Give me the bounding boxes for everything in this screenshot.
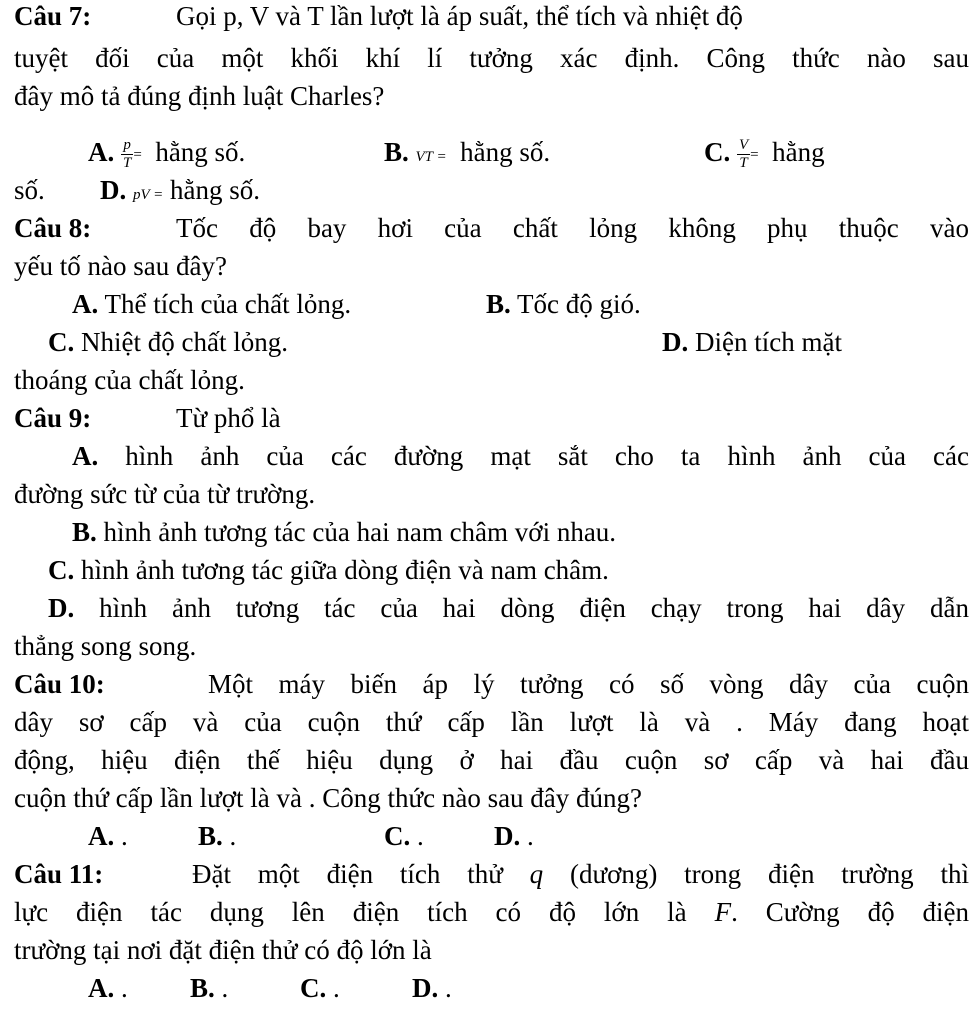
q8-option-a bbox=[72, 288, 351, 320]
q9-d-label: D. bbox=[48, 593, 75, 623]
q11-line2-post: . Cường độ điện bbox=[731, 897, 970, 927]
q8-line2: yếu tố nào sau đây? bbox=[14, 251, 227, 281]
q11-c-label: C. bbox=[300, 973, 327, 1003]
q8-a-text: Thể tích của chất lỏng. bbox=[104, 289, 352, 319]
q10-c-text: . bbox=[417, 821, 424, 851]
q10-heading bbox=[14, 668, 105, 700]
q7-a-num: p bbox=[121, 137, 133, 155]
q8-option-c bbox=[48, 326, 288, 358]
q10-b-text: . bbox=[229, 821, 237, 851]
q8-option-b bbox=[486, 288, 641, 320]
q7-line1: Gọi p, V và T lần lượt là áp suất, thể tích và nhiệt độ bbox=[176, 1, 743, 31]
q10-a-text: . bbox=[121, 821, 128, 851]
q9-line1: Từ phổ là bbox=[176, 403, 281, 433]
q11-a-text: . bbox=[121, 973, 128, 1003]
q7-c-fraction bbox=[737, 137, 750, 172]
q11-line2-var: F bbox=[714, 897, 732, 927]
q11-line1-post: (dương) trong điện trường thì bbox=[569, 859, 969, 889]
q11-line1-var: q bbox=[529, 859, 544, 889]
q9-option-c bbox=[48, 554, 609, 586]
q7-a-den: T bbox=[123, 155, 132, 172]
q9-a-text: hình ảnh của các đường mạt sắt cho ta hình ảnh của các bbox=[125, 441, 970, 471]
q8-d-label: D. bbox=[662, 327, 689, 357]
q9-label: Câu 9: bbox=[14, 403, 92, 433]
q7-option-d bbox=[100, 174, 260, 211]
q9-heading bbox=[14, 402, 91, 434]
q7-c-label: C. bbox=[704, 137, 731, 167]
q7-c-tail2: số. bbox=[14, 175, 45, 205]
q10-d-text: . bbox=[527, 821, 534, 851]
q8-heading bbox=[14, 212, 91, 244]
q9-option-b bbox=[72, 516, 616, 548]
q10-b-label: B. bbox=[198, 821, 223, 851]
q11-label: Câu 11: bbox=[14, 859, 104, 889]
q8-option-d bbox=[662, 326, 842, 358]
q7-c-den: T bbox=[739, 155, 748, 172]
q11-line3: trường tại nơi đặt điện thử có độ lớn là bbox=[14, 935, 432, 965]
q11-option-b bbox=[190, 972, 228, 1004]
q8-line1: Tốc độ bay hơi của chất lỏng không phụ thuộc vào bbox=[176, 213, 969, 243]
q7-line2: tuyệt đối của một khối khí lí tưởng xác định. Công thức nào sau bbox=[14, 43, 969, 73]
q9-b-text: hình ảnh tương tác của hai nam châm với nhau. bbox=[103, 517, 617, 547]
q10-line1: Một máy biến áp lý tưởng có số vòng dây của cuộn bbox=[208, 669, 969, 699]
q7-c-num: V bbox=[739, 137, 749, 154]
q10-d-label: D. bbox=[494, 821, 521, 851]
q9-option-a bbox=[72, 440, 969, 472]
q7-c-eq: = bbox=[750, 146, 759, 163]
q8-b-text: Tốc độ gió. bbox=[517, 289, 641, 319]
q11-c-text: . bbox=[333, 973, 340, 1003]
q9-option-d bbox=[48, 592, 969, 624]
q11-option-c bbox=[300, 972, 340, 1004]
q9-d-text2: thẳng song song. bbox=[14, 631, 197, 661]
q7-d-tail: hằng số. bbox=[170, 175, 261, 205]
q8-d-text: Diện tích mặt bbox=[695, 327, 842, 357]
q10-line3: động, hiệu điện thế hiệu dụng ở hai đầu cuộn sơ cấp và hai đầu bbox=[14, 745, 969, 775]
q7-option-c bbox=[704, 136, 825, 172]
q11-line2-pre: lực điện tác dụng lên điện tích có độ lớn là bbox=[14, 897, 687, 927]
q10-option-c bbox=[384, 820, 424, 852]
q9-c-text: hình ảnh tương tác giữa dòng điện và nam châm. bbox=[81, 555, 609, 585]
q11-line2 bbox=[14, 896, 969, 928]
q10-label: Câu 10: bbox=[14, 669, 105, 699]
q7-c-tail: hằng bbox=[772, 137, 825, 167]
q7-option-b bbox=[384, 136, 550, 173]
q11-d-label: D. bbox=[412, 973, 439, 1003]
q7-d-formula: pV = bbox=[133, 187, 164, 203]
q10-c-label: C. bbox=[384, 821, 411, 851]
q11-line1 bbox=[192, 858, 969, 890]
q7-option-a bbox=[88, 136, 245, 172]
q10-option-a bbox=[88, 820, 128, 852]
q11-b-label: B. bbox=[190, 973, 215, 1003]
q10-option-b bbox=[198, 820, 236, 852]
q11-line1-pre: Đặt một điện tích thử bbox=[192, 859, 503, 889]
q7-d-label: D. bbox=[100, 175, 127, 205]
q7-a-label: A. bbox=[88, 137, 115, 167]
q7-line3: đây mô tả đúng định luật Charles? bbox=[14, 81, 385, 111]
q10-line2: dây sơ cấp và của cuộn thứ cấp lần lượt là và . Máy đang hoạt bbox=[14, 707, 969, 737]
q7-a-tail: hằng số. bbox=[155, 137, 246, 167]
q10-option-d bbox=[494, 820, 534, 852]
q11-a-label: A. bbox=[88, 973, 115, 1003]
q7-label: Câu 7: bbox=[14, 1, 92, 31]
q8-d-text2: thoáng của chất lỏng. bbox=[14, 365, 245, 395]
q8-c-label: C. bbox=[48, 327, 75, 357]
q7-a-eq: = bbox=[133, 146, 142, 163]
q9-d-text: hình ảnh tương tác của hai dòng điện chạy trong hai dây dẫn bbox=[99, 593, 969, 623]
q7-b-formula: VT = bbox=[415, 149, 447, 165]
q8-label: Câu 8: bbox=[14, 213, 92, 243]
q11-option-d bbox=[412, 972, 452, 1004]
q7-b-label: B. bbox=[384, 137, 409, 167]
q11-option-a bbox=[88, 972, 128, 1004]
q8-a-label: A. bbox=[72, 289, 99, 319]
q9-b-label: B. bbox=[72, 517, 97, 547]
q7-a-fraction bbox=[121, 137, 133, 172]
q7-b-tail: hằng số. bbox=[460, 137, 551, 167]
q11-heading bbox=[14, 858, 103, 890]
q10-line4: cuộn thứ cấp lần lượt là và . Công thức nào sau đây đúng? bbox=[14, 783, 643, 813]
q9-c-label: C. bbox=[48, 555, 75, 585]
q7-heading bbox=[14, 0, 91, 32]
q11-d-text: . bbox=[445, 973, 452, 1003]
q8-b-label: B. bbox=[486, 289, 511, 319]
q11-b-text: . bbox=[221, 973, 229, 1003]
q8-c-text: Nhiệt độ chất lỏng. bbox=[81, 327, 288, 357]
q9-a-text2: đường sức từ của từ trường. bbox=[14, 479, 316, 509]
q10-a-label: A. bbox=[88, 821, 115, 851]
q9-a-label: A. bbox=[72, 441, 99, 471]
